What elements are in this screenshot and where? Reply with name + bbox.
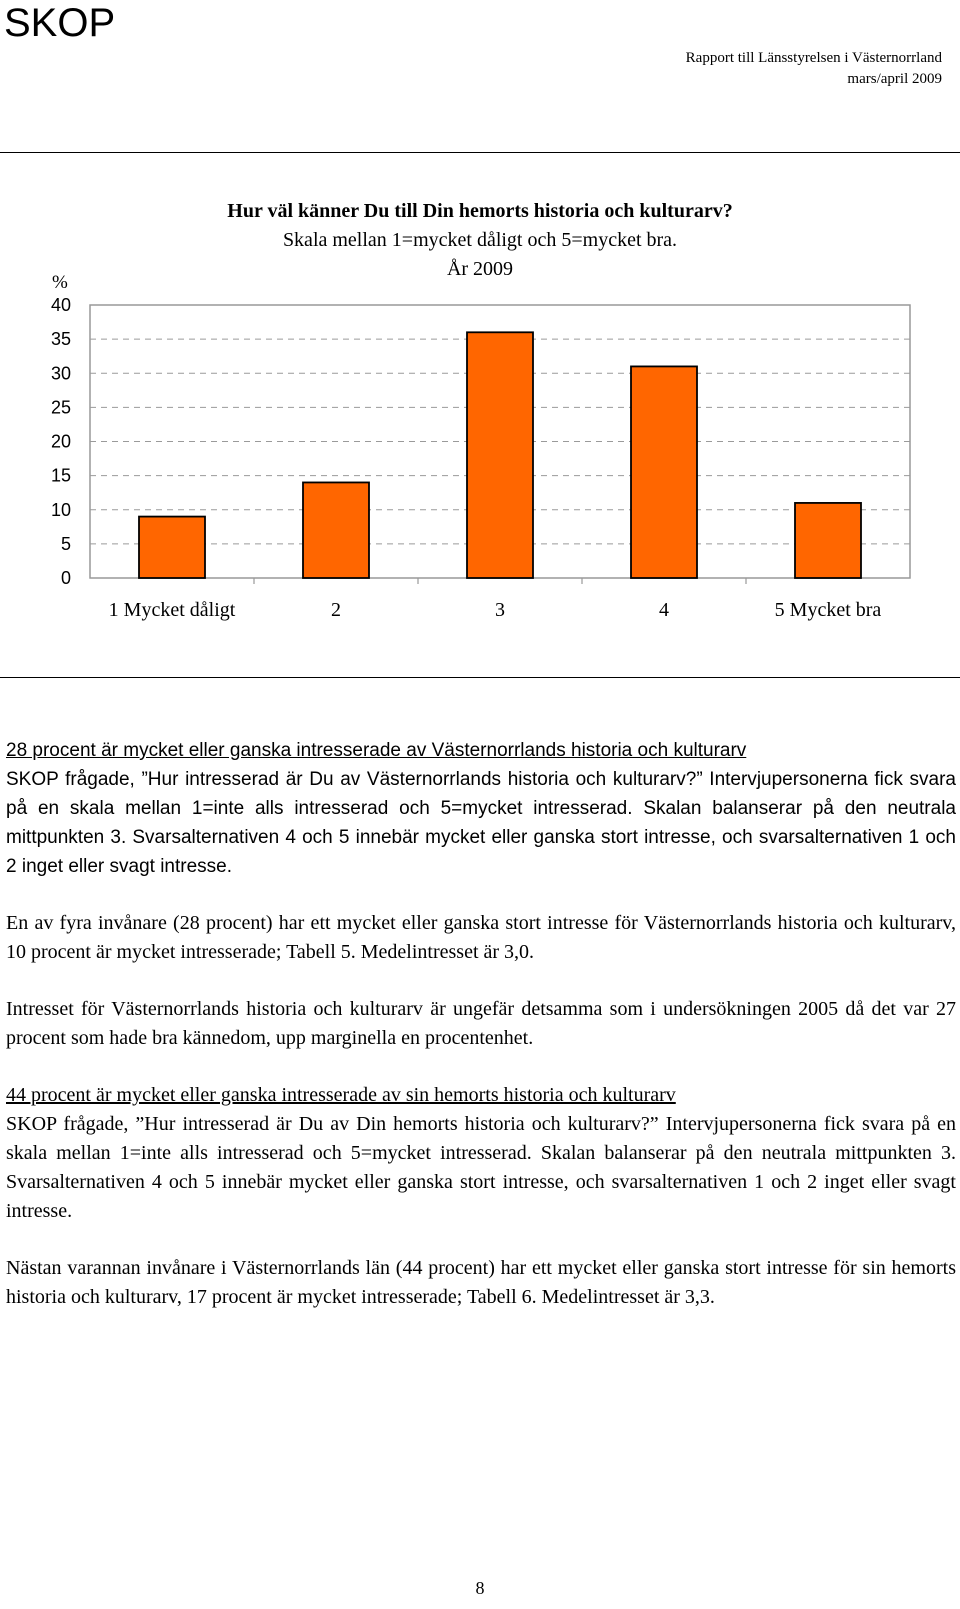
bar [631, 366, 697, 578]
paragraph: SKOP frågade, ”Hur intresserad är Du av Din hemorts historia och kulturarv?” Intervjupersonerna fick svara på en skala mellan 1=inte alls intresserad och 5=mycket intresserad. Skalan balanserar på den neutrala mittpunkten 3. Svarsalternativen 4 och 5 innebär mycket eller ganska stort intresse, och svarsalternativen 1 och 2 inget eller svagt intresse. [6, 1113, 956, 1222]
report-date: mars/april 2009 [847, 71, 942, 87]
page-number: 8 [475, 1578, 485, 1598]
x-tick-label: 3 [495, 599, 505, 621]
section-heading: 28 procent är mycket eller ganska intresserade av Västernorrlands historia och kulturarv [6, 740, 747, 761]
x-tick-label: 1 Mycket dåligt [108, 599, 236, 621]
paragraph: En av fyra invånare (28 procent) har ett mycket eller ganska stort intresse för Västernorrlands historia och kulturarv, 10 procent är mycket intresserade; Tabell 5. Medelintresset är 3,0. [6, 912, 956, 963]
y-tick-label: 0 [60, 568, 71, 588]
x-tick-label: 5 Mycket bra [774, 599, 882, 621]
bar [467, 332, 533, 578]
y-tick-label: 10 [50, 499, 71, 520]
section-interest-vasternorrland [6, 736, 956, 1312]
x-tick-label: 4 [659, 599, 669, 621]
bar [795, 503, 861, 578]
y-tick-label: 20 [50, 431, 71, 452]
y-tick-label: 15 [50, 465, 71, 486]
report-recipient: Rapport till Länsstyrelsen i Västernorrland [685, 50, 942, 66]
y-tick-label: 25 [50, 397, 71, 418]
y-tick-label: 30 [50, 363, 71, 384]
chart-divider [0, 677, 960, 678]
chart-subtitle: Skala mellan 1=mycket dåligt och 5=mycket bra. [282, 229, 678, 251]
y-tick-label: 35 [50, 329, 71, 350]
x-tick-label: 2 [331, 599, 341, 621]
chart-title: Hur väl känner Du till Din hemorts historia och kulturarv? [227, 200, 733, 222]
chart-year: År 2009 [446, 258, 514, 280]
section-heading: 44 procent är mycket eller ganska intresserade av sin hemorts historia och kulturarv [6, 1084, 676, 1106]
skop-logo: SKOP [4, 1, 116, 45]
paragraph: Intresset för Västernorrlands historia och kulturarv är ungefär detsamma som i undersökningen 2005 då det var 27 procent som hade bra kännedom, upp marginella en procentenhet. [6, 998, 956, 1049]
bar [139, 517, 205, 578]
bar [303, 482, 369, 578]
paragraph: Nästan varannan invånare i Västernorrlands län (44 procent) har ett mycket eller ganska stort intresse för sin hemorts historia och kulturarv, 17 procent är mycket intresserade; Tabell 6. Medelintresset är 3,3. [6, 1257, 956, 1308]
bar-chart [0, 0, 960, 660]
y-tick-label: 40 [50, 295, 71, 315]
y-axis-unit: % [52, 272, 68, 293]
y-tick-label: 5 [60, 533, 71, 554]
paragraph: SKOP frågade, ”Hur intresserad är Du av Västernorrlands historia och kulturarv?” Intervjupersonerna fick svara på en skala mellan 1=inte alls intresserad och 5=mycket intresserad. Skalan balanserar på den neutrala mittpunkten 3. Svarsalternativen 4 och 5 innebär mycket eller ganska stort intresse, och svarsalternativen 1 och 2 inget eller svagt intresse. [6, 769, 956, 877]
